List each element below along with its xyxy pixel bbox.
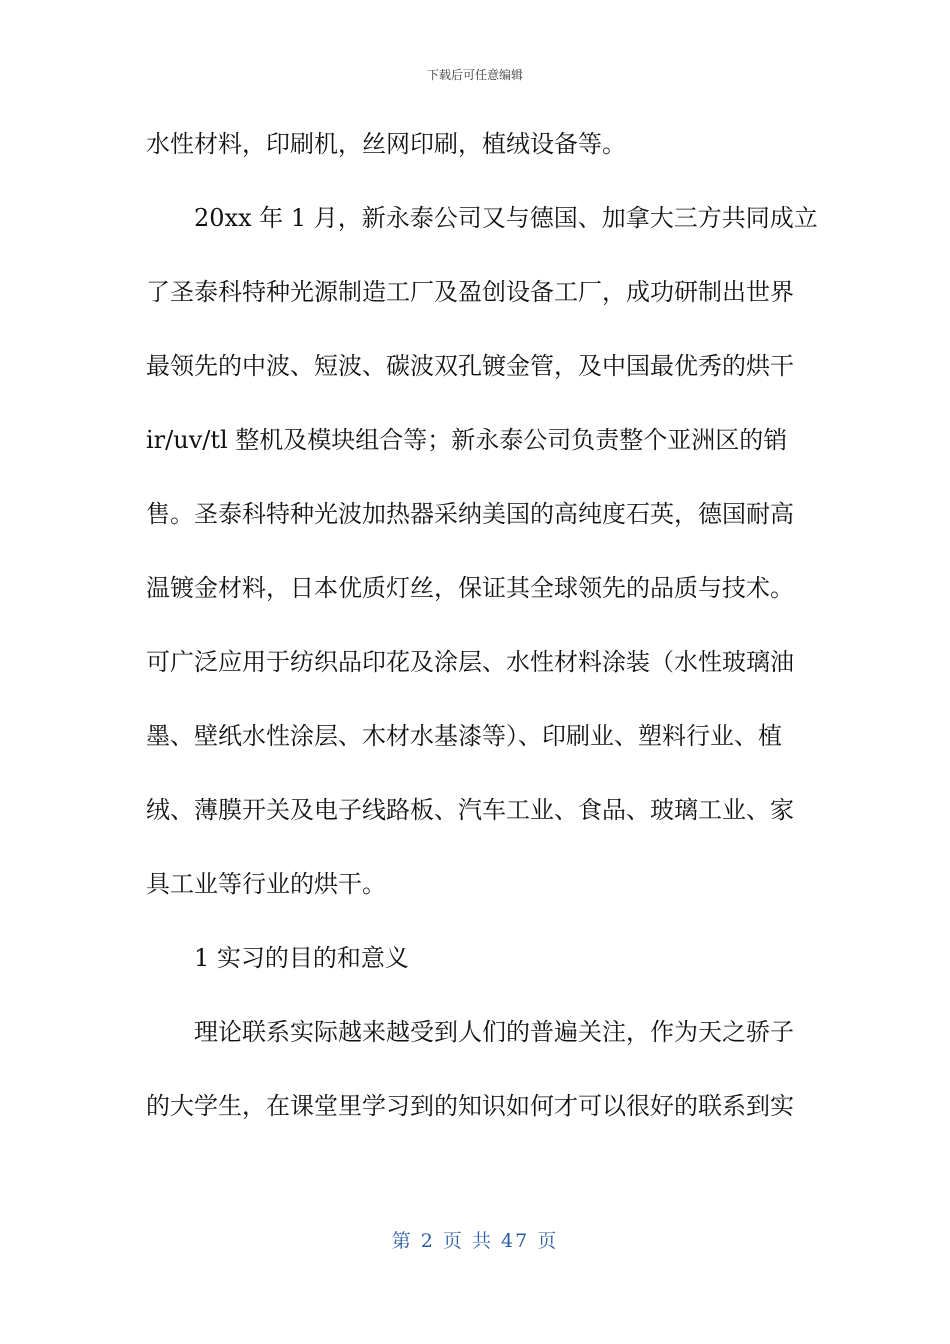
text-line: 水性材料，印刷机，丝网印刷，植绒设备等。 [146,130,626,158]
text-line: 了圣泰科特种光源制造工厂及盈创设备工厂，成功研制出世界 [146,278,794,306]
text-line: 温镀金材料，日本优质灯丝，保证其全球领先的品质与技术。 [146,574,794,602]
text-line: 售。圣泰科特种光波加热器采纳美国的高纯度石英，德国耐高 [146,500,794,528]
text-line: 最领先的中波、短波、碳波双孔镀金管，及中国最优秀的烘干 [146,352,794,380]
text-line: 墨、壁纸水性涂层、木材水基漆等）、印刷业、塑料行业、植 [146,722,782,750]
text-line: 具工业等行业的烘干。 [146,870,386,898]
text-line: 20xx 年 1 月，新永泰公司又与德国、加拿大三方共同成立 [194,204,818,232]
document-body [146,124,818,1160]
section-heading: 1 实习的目的和意义 [194,944,409,972]
text-line: 理论联系实际越来越受到人们的普遍关注，作为天之骄子 [194,1018,794,1046]
page-number-footer: 第 2 页 共 47 页 [391,1230,559,1252]
text-line: 的大学生，在课堂里学习到的知识如何才可以很好的联系到实 [146,1092,794,1120]
text-line: 绒、薄膜开关及电子线路板、汽车工业、食品、玻璃工业、家 [146,796,794,824]
page-header: 下载后可任意编辑 [426,68,523,82]
text-line: 可广泛应用于纺织品印花及涂层、水性材料涂装（水性玻璃油 [146,648,794,676]
text-line: ir/uv/tl 整机及模块组合等；新永泰公司负责整个亚洲区的销 [146,426,788,454]
